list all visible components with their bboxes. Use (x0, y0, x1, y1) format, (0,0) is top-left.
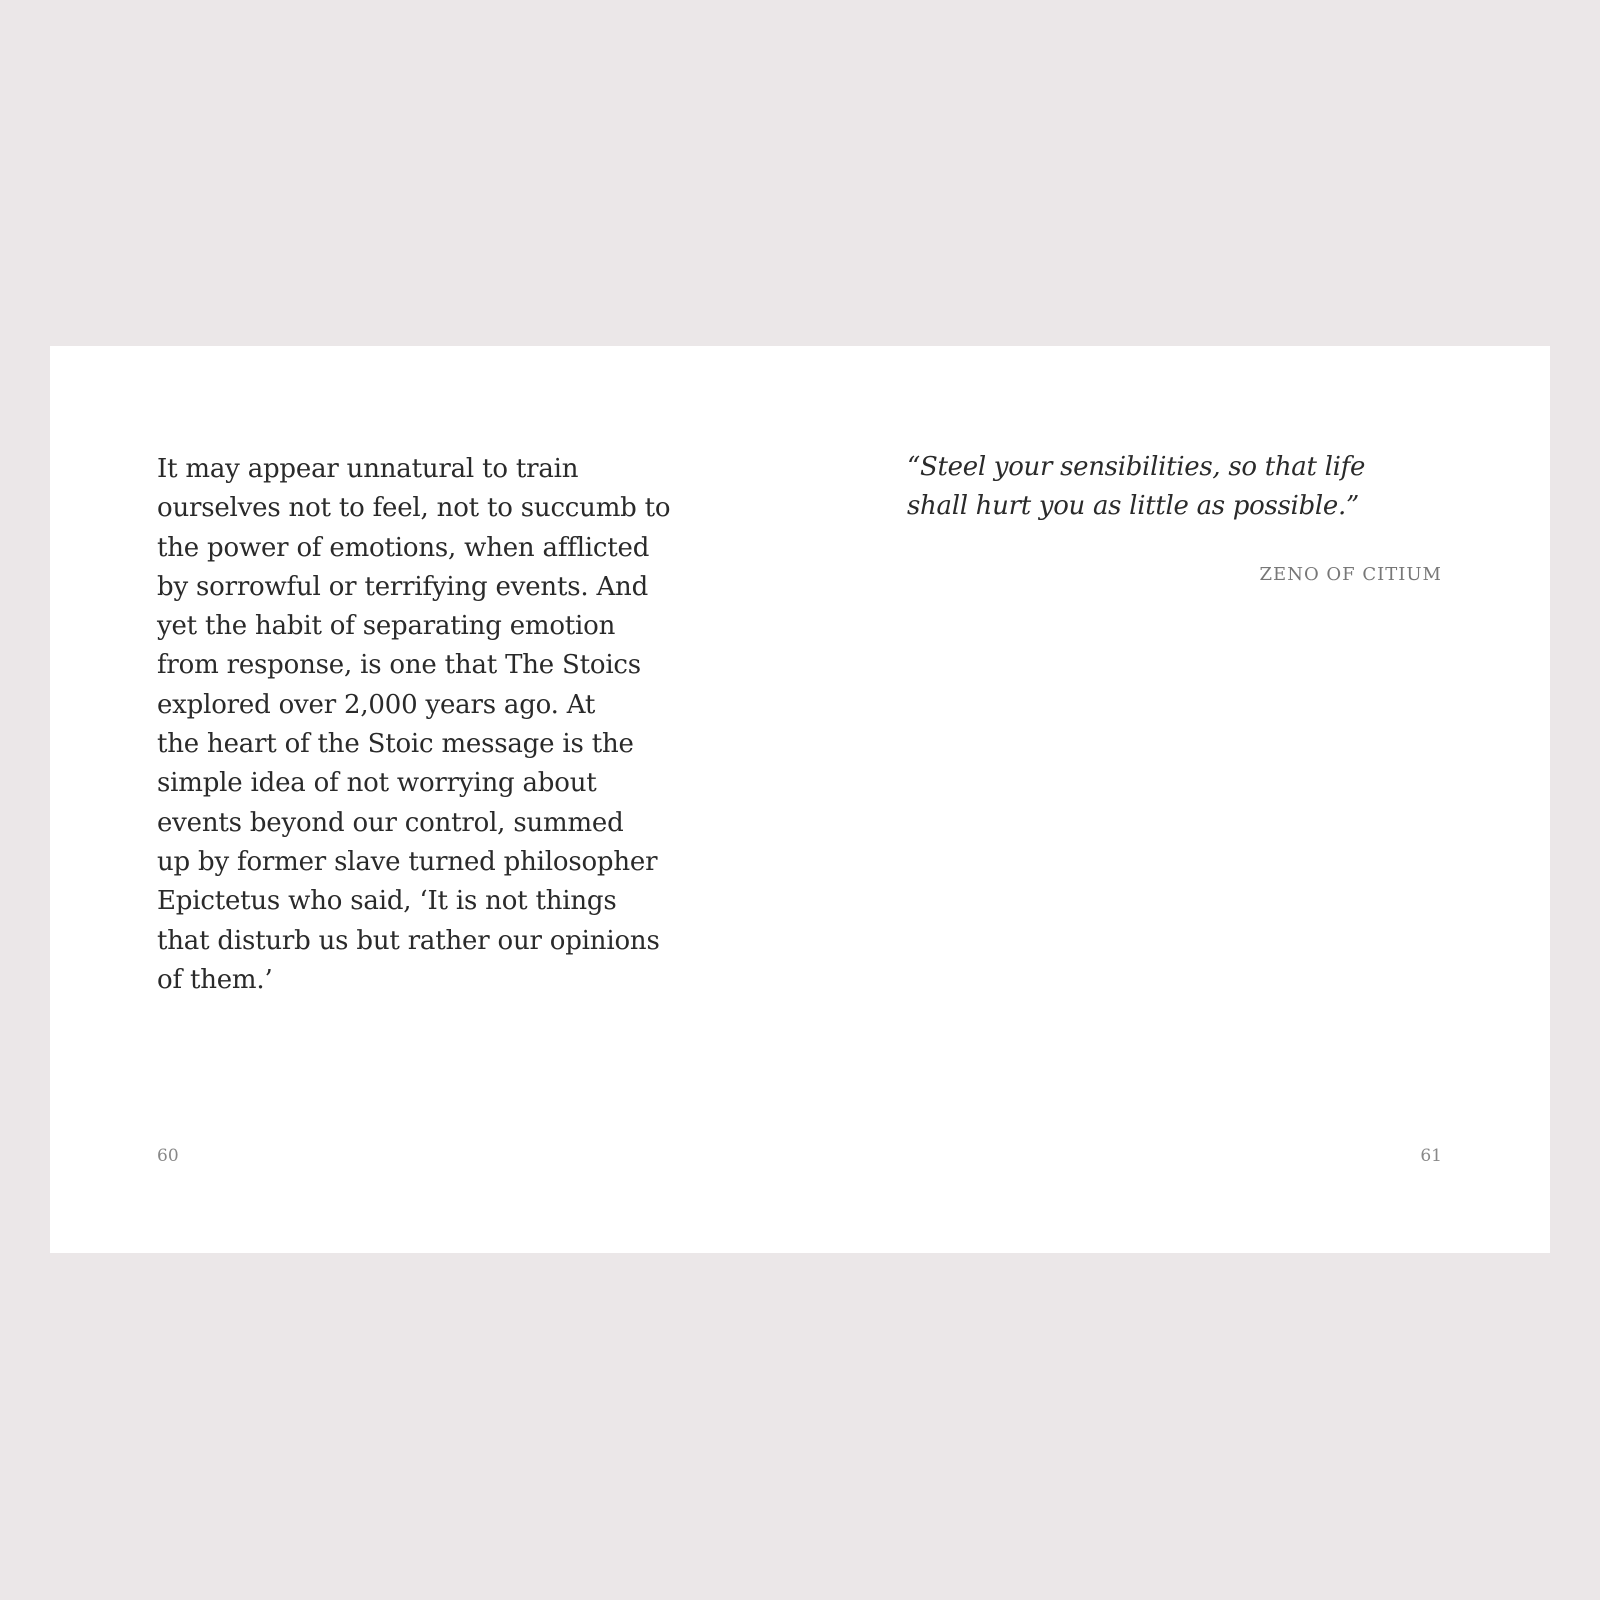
body-line: the power of emotions, when afflicted (157, 532, 650, 563)
body-line: simple idea of not worrying about (157, 768, 597, 799)
body-line: It may appear unnatural to train (157, 454, 579, 484)
page-number-right: 61 (1420, 1146, 1442, 1166)
body-line: explored over 2,000 years ago. At (157, 689, 596, 720)
quote-line: shall hurt you as little as possible.” (907, 491, 1359, 521)
body-line: Epictetus who said, ‘It is not things (157, 886, 617, 917)
pull-quote (907, 448, 1365, 526)
body-line: from response, is one that The Stoics (157, 650, 641, 681)
body-paragraph (157, 450, 737, 1000)
body-line: of them.’ (157, 964, 273, 995)
body-line: yet the habit of separating emotion (157, 611, 616, 642)
body-line: up by former slave turned philosopher (157, 846, 658, 877)
quote-line: “Steel your sensibilities, so that life (907, 452, 1366, 482)
book-spread (50, 346, 1550, 1253)
quote-attribution: ZENO OF CITIUM (1259, 564, 1442, 585)
page-number-left: 60 (157, 1146, 179, 1166)
body-line: that disturb us but rather our opinions (157, 925, 660, 956)
body-line: by sorrowful or terrifying events. And (157, 571, 649, 602)
body-line: events beyond our control, summed (157, 807, 624, 838)
body-line: the heart of the Stoic message is the (157, 729, 634, 760)
body-line: ourselves not to feel, not to succumb to (157, 493, 671, 524)
